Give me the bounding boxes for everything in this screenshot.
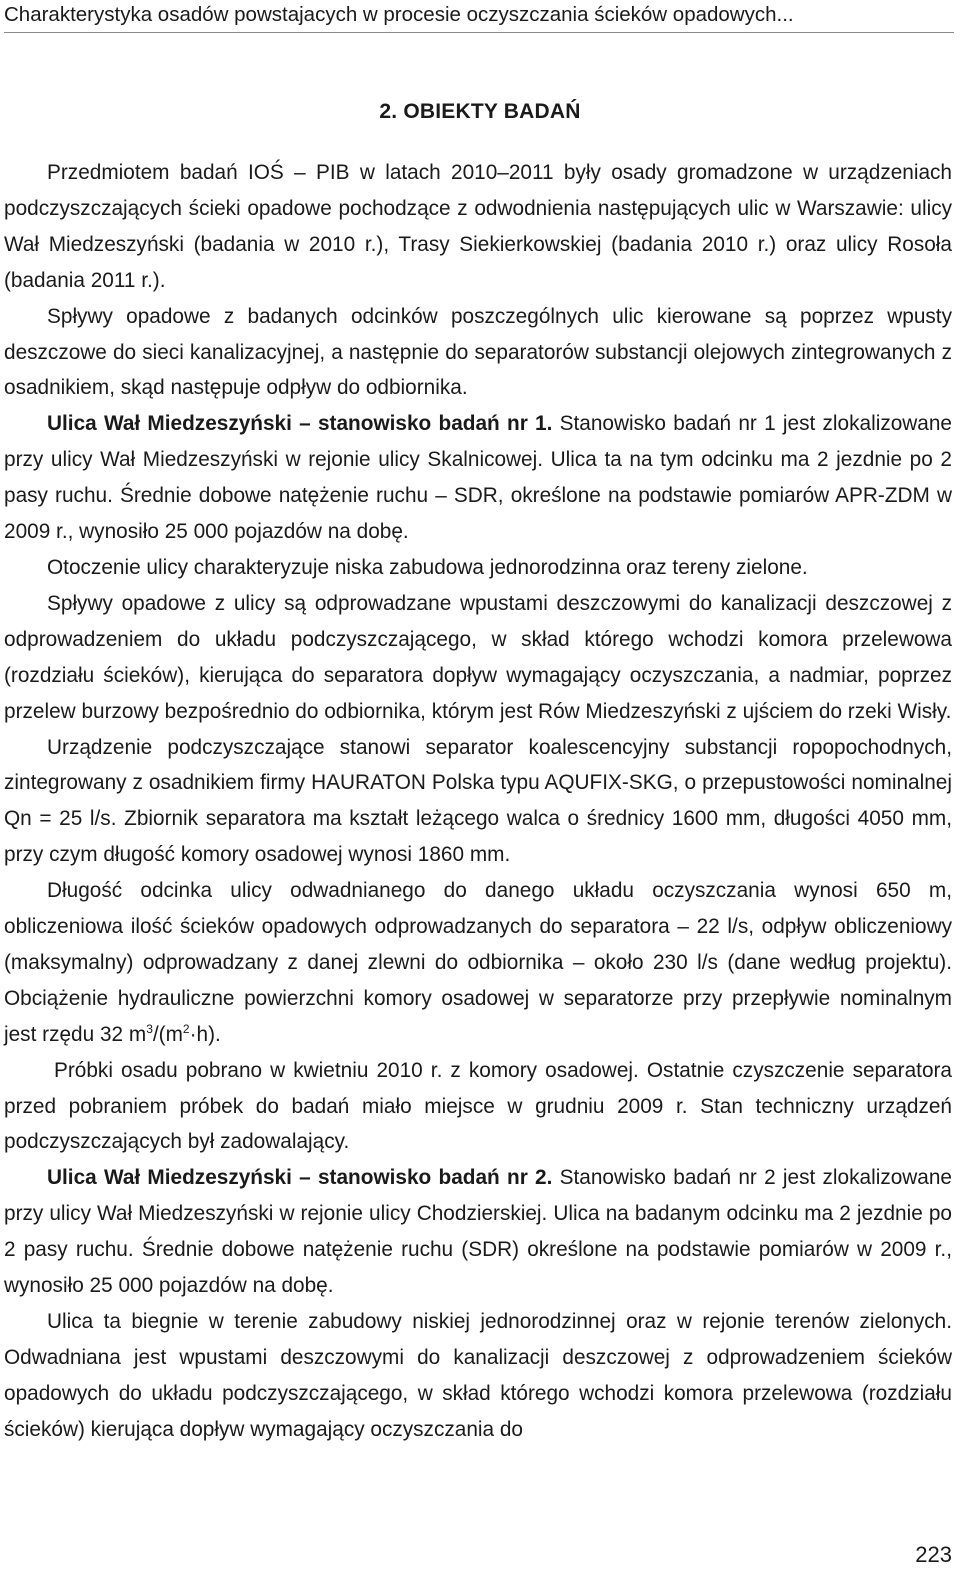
hydraulics-unit-end: ·h).: [189, 1022, 221, 1046]
paragraph-runoff-flow: Spływy opadowe z badanych odcinków poszczególnych ulic kierowane są poprzez wpusty deszczowe do sieci kanalizacyjnej, a następnie do separatorów substancji olejowych zintegrowanych z osadnikiem, skąd następuje odpływ do odbiornika.: [4, 304, 952, 400]
running-header: Charakterystyka osadów powstajacych w procesie oczyszczania ścieków opadowych...: [4, 3, 794, 26]
paragraph-site-2: [4, 1160, 952, 1304]
site-2-heading: Ulica Wał Miedzeszyński – stanowisko badań nr 2.: [47, 1166, 553, 1190]
hydraulics-text: Długość odcinka ulicy odwadnianego do danego układu oczyszczania wynosi 650 m, obliczeniowa ilość ścieków opadowych odprowadzanych do separatora – 22 l/s, odpływ obliczeniowy (maksymalny) odprowadzany z danej zlewni do odbiornika – około 230 l/s (dane według projektu). Obciążenie hydrauliczne powierzchni komory osadowej w separatorze przy przepływie nominalnym jest rzędu 32 m: [4, 879, 952, 1046]
hydraulics-unit-mid: /(m: [152, 1022, 183, 1046]
superscript-squared: 2: [182, 1021, 190, 1036]
body-text: [4, 155, 952, 1448]
paragraph-site-1-sampling: Próbki osadu pobrano w kwietniu 2010 r. z komory osadowej. Ostatnie czyszczenie separatora przed pobraniem próbek do badań miało miejsce w grudniu 2009 r. Stan techniczny urządzeń podczyszczających był zadowalający.: [4, 1058, 952, 1154]
paragraph-site-1-separator: Urządzenie podczyszczające stanowi separator koalescencyjny substancji ropopochodnych, zintegrowany z osadnikiem firmy HAURATON Polska typu AQUFIX-SKG, o przepustowości nominalnej Qn = 25 l/s. Zbiornik separatora ma kształt leżącego walca o średnicy 1600 mm, długości 4050 mm, przy czym długość komory osadowej wynosi 1860 mm.: [4, 735, 952, 867]
site-1-heading: Ulica Wał Miedzeszyński – stanowisko badań nr 1.: [47, 412, 553, 436]
paragraph-site-1-surroundings: Otoczenie ulicy charakteryzuje niska zabudowa jednorodzinna oraz tereny zielone.: [47, 555, 808, 579]
superscript-cubed: 3: [146, 1021, 153, 1036]
paragraph-site-1-hydraulics: [4, 873, 952, 1053]
site-2-description: Stanowisko badań nr 2 jest zlokalizowane przy ulicy Wał Miedzeszyński w rejonie ulicy Chodzierskiej. Ulica na badanym odcinku ma 2 jezdnie po 2 pasy ruchu. Średnie dobowe natężenie ruchu (SDR) określone na podstawie pomiarów w 2009 r., wynosiło 25 000 pojazdów na dobę.: [4, 1166, 952, 1298]
paragraph-site-2-surroundings: Ulica ta biegnie w terenie zabudowy niskiej jednorodzinnej oraz w rejonie terenów zielonych. Odwadniana jest wpustami deszczowymi do kanalizacji deszczowej z odprowadzeniem ścieków opadowych do układu podczyszczającego, w skład którego wchodzi komora przelewowa (rozdziału ścieków) kierująca dopływ wymagający oczyszczania do: [4, 1310, 952, 1441]
paragraph-site-1-drainage: Spływy opadowe z ulicy są odprowadzane wpustami deszczowymi do kanalizacji deszczowej z odprowadzeniem do układu podczyszczającego, w skład którego wchodzi komora przelewowa (rozdziału ścieków), kierująca do separatora dopływ wymagający oczyszczania, a nadmiar, poprzez przelew burzowy bezpośrednio do odbiornika, którym jest Rów Miedzeszyński z ujściem do rzeki Wisły.: [4, 591, 952, 723]
site-1-description: Stanowisko badań nr 1 jest zlokalizowane przy ulicy Wał Miedzeszyński w rejonie ulicy Skalnicowej. Ulica ta na tym odcinku ma 2 jezdnie po 2 pasy ruchu. Średnie dobowe natężenie ruchu – SDR, określone na podstawie pomiarów APR-ZDM w 2009 r., wynosiło 25 000 pojazdów na dobę.: [4, 412, 952, 544]
section-heading: 2. OBIEKTY BADAŃ: [379, 100, 581, 123]
paragraph-site-1: [4, 406, 952, 550]
header-divider: [4, 32, 954, 33]
paragraph-study-subject: Przedmiotem badań IOŚ – PIB w latach 2010–2011 były osady gromadzone w urządzeniach podczyszczających ścieki opadowe pochodzące z odwodnienia następujących ulic w Warszawie: ulicy Wał Miedzeszyński (badania w 2010 r.), Trasy Siekierkowskiej (badania 2010 r.) oraz ulicy Rosoła (badania 2011 r.).: [4, 161, 952, 292]
page-number: 223: [915, 1542, 952, 1567]
